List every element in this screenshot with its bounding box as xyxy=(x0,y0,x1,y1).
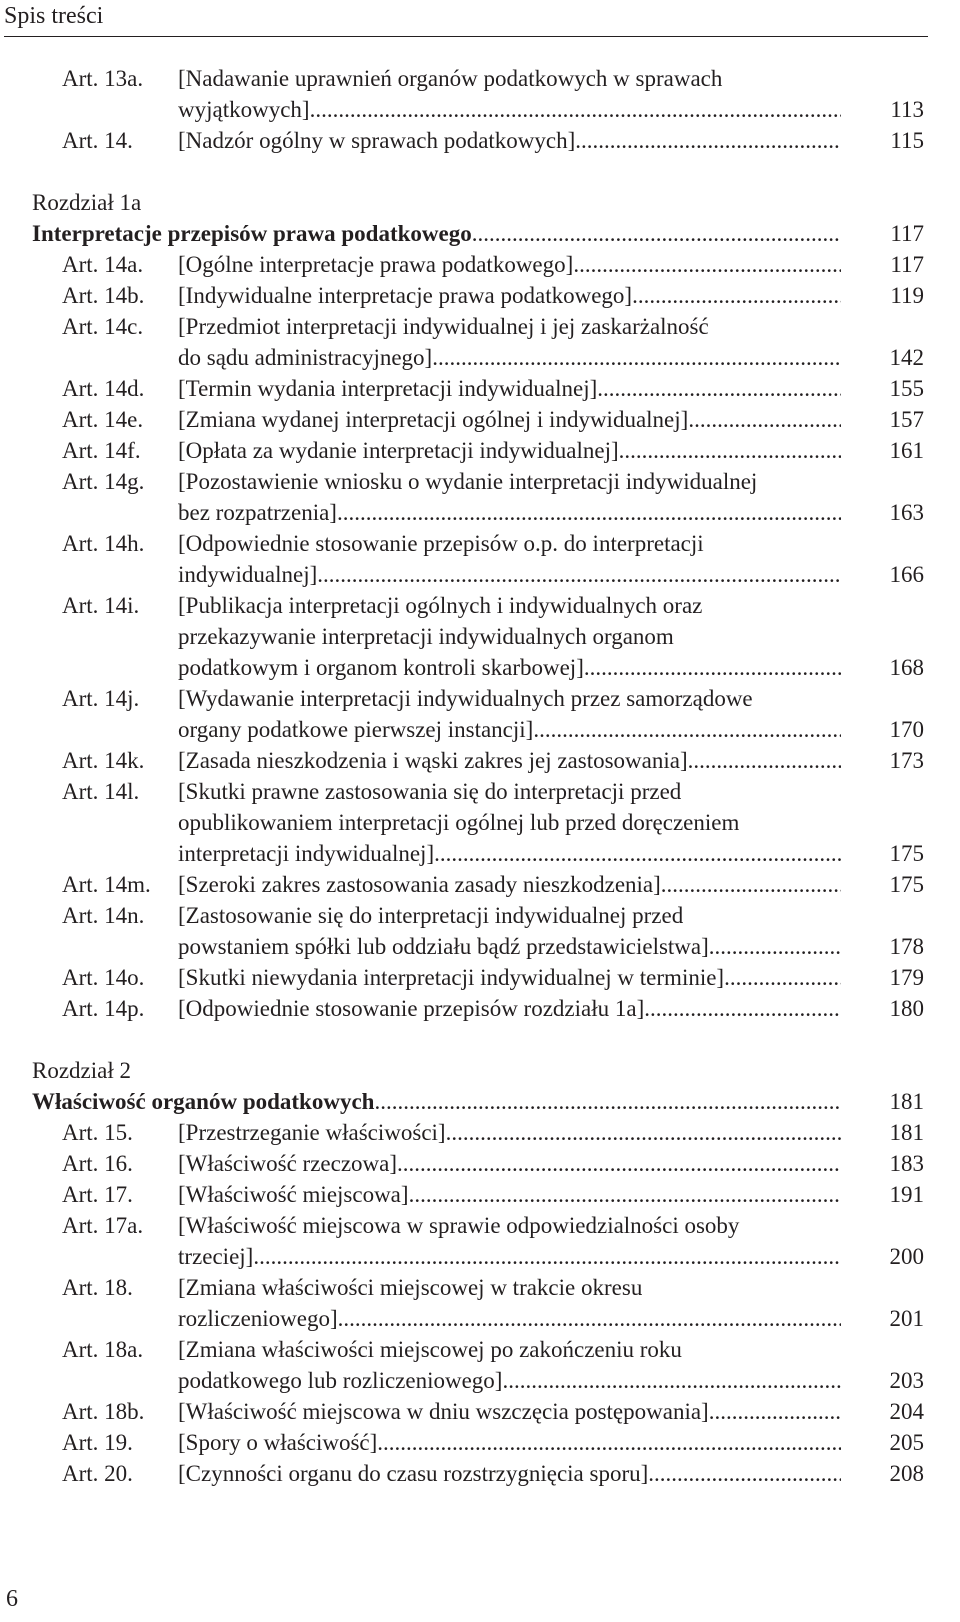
toc-entry xyxy=(0,1272,960,1303)
toc-entry xyxy=(0,869,960,900)
chapter-number: Rozdział 1a xyxy=(32,190,142,215)
article-number: Art. 13a. xyxy=(62,66,144,91)
entry-title: [Ogólne interpretacje prawa podatkowego] xyxy=(178,252,574,277)
running-header xyxy=(4,0,928,37)
entry-title-leader xyxy=(178,94,841,125)
toc-entry-continuation xyxy=(0,94,960,125)
entry-title: [Termin wydania interpretacji indywidualnej] xyxy=(178,376,598,401)
article-number: Art. 14m. xyxy=(62,872,151,897)
entry-title: bez rozpatrzenia] xyxy=(178,500,337,525)
entry-title: [Przedmiot interpretacji indywidualnej i jej zaskarżalność xyxy=(178,314,709,339)
entry-title: podatkowego lub rozliczeniowego] xyxy=(178,1368,503,1393)
entry-title: [Przestrzeganie właściwości] xyxy=(178,1120,446,1145)
entry-title-leader xyxy=(178,869,841,900)
entry-title-leader xyxy=(178,342,841,373)
toc-entry xyxy=(0,962,960,993)
entry-title-leader xyxy=(178,1427,841,1458)
entry-title: [Skutki prawne zastosowania się do interpretacji przed xyxy=(178,779,682,804)
entry-title-leader xyxy=(178,962,841,993)
article-number: Art. 14h. xyxy=(62,531,145,556)
page-reference: 157 xyxy=(889,407,924,432)
toc-entry xyxy=(0,1427,960,1458)
article-number: Art. 14c. xyxy=(62,314,144,339)
entry-title-leader xyxy=(178,1117,841,1148)
toc-entry xyxy=(0,1458,960,1489)
chapter-label xyxy=(0,1055,960,1086)
page-reference: 191 xyxy=(889,1182,924,1207)
entry-title: [Zasada nieszkodzenia i wąski zakres jej zastosowania] xyxy=(178,748,688,773)
article-number: Art. 14k. xyxy=(62,748,145,773)
toc-entry xyxy=(0,1396,960,1427)
page-number: 6 xyxy=(6,1586,18,1612)
entry-title-leader xyxy=(178,1396,841,1427)
entry-title: [Zmiana właściwości miejscowej w trakcie okresu xyxy=(178,1275,643,1300)
toc-entry xyxy=(0,311,960,342)
toc-entry xyxy=(0,900,960,931)
toc-entry xyxy=(0,280,960,311)
entry-title: [Zmiana właściwości miejscowej po zakończeniu roku xyxy=(178,1337,682,1362)
entry-title-leader xyxy=(178,1458,841,1489)
entry-title-leader xyxy=(178,993,841,1024)
entry-title: [Indywidualne interpretacje prawa podatkowego] xyxy=(178,283,633,308)
toc-entry xyxy=(0,404,960,435)
entry-title-leader xyxy=(178,373,841,404)
entry-title-leader xyxy=(178,652,841,683)
article-number: Art. 14p. xyxy=(62,996,145,1021)
entry-title: [Wydawanie interpretacji indywidualnych przez samorządowe xyxy=(178,686,753,711)
toc-entry-continuation xyxy=(0,1303,960,1334)
toc-entry xyxy=(0,466,960,497)
page-reference: 180 xyxy=(889,996,924,1021)
toc-entry-continuation xyxy=(0,652,960,683)
chapter-title-leader xyxy=(32,1086,841,1117)
entry-title: wyjątkowych] xyxy=(178,97,310,122)
entry-title: [Zmiana wydanej interpretacji ogólnej i indywidualnej] xyxy=(178,407,689,432)
page-reference: 175 xyxy=(889,872,924,897)
entry-title: [Publikacja interpretacji ogólnych i indywidualnych oraz xyxy=(178,593,703,618)
page-reference: 113 xyxy=(890,97,924,122)
page-reference: 181 xyxy=(889,1120,924,1145)
article-number: Art. 18. xyxy=(62,1275,133,1300)
page-reference: 175 xyxy=(889,841,924,866)
page-reference: 183 xyxy=(889,1151,924,1176)
entry-title: [Skutki niewydania interpretacji indywidualnej w terminie] xyxy=(178,965,725,990)
article-number: Art. 14g. xyxy=(62,469,145,494)
chapter-heading xyxy=(0,218,960,249)
toc-entry xyxy=(0,1179,960,1210)
toc-entry-continuation xyxy=(0,931,960,962)
article-number: Art. 20. xyxy=(62,1461,133,1486)
toc-entry xyxy=(0,1148,960,1179)
toc-entry-continuation xyxy=(0,838,960,869)
page-reference: 166 xyxy=(889,562,924,587)
entry-title-leader xyxy=(178,1365,841,1396)
entry-title: [Nadzór ogólny w sprawach podatkowych] xyxy=(178,128,576,153)
entry-title-leader xyxy=(178,559,841,590)
article-number: Art. 14d. xyxy=(62,376,145,401)
toc-entry xyxy=(0,745,960,776)
page-reference: 200 xyxy=(889,1244,924,1269)
entry-title: do sądu administracyjnego] xyxy=(178,345,433,370)
chapter-title: Interpretacje przepisów prawa podatkowego xyxy=(32,221,472,246)
toc-entry xyxy=(0,125,960,156)
toc-entry xyxy=(0,249,960,280)
entry-title: indywidualnej] xyxy=(178,562,318,587)
article-number: Art. 14n. xyxy=(62,903,145,928)
page-reference: 173 xyxy=(889,748,924,773)
article-number: Art. 14e. xyxy=(62,407,144,432)
entry-title: [Odpowiednie stosowanie przepisów rozdziału 1a] xyxy=(178,996,645,1021)
page-reference: 181 xyxy=(889,1089,924,1114)
chapter-title-leader xyxy=(32,218,841,249)
toc-entry xyxy=(0,373,960,404)
toc-entry xyxy=(0,1210,960,1241)
entry-title: [Szeroki zakres zastosowania zasady nieszkodzenia] xyxy=(178,872,661,897)
toc-entry-continuation xyxy=(0,807,960,838)
entry-title-leader xyxy=(178,1148,841,1179)
entry-title: [Właściwość miejscowa] xyxy=(178,1182,409,1207)
entry-title: [Właściwość miejscowa w sprawie odpowiedzialności osoby xyxy=(178,1213,740,1238)
entry-title: podatkowym i organom kontroli skarbowej] xyxy=(178,655,584,680)
entry-title: interpretacji indywidualnej] xyxy=(178,841,435,866)
toc-entry xyxy=(0,63,960,94)
toc-entry xyxy=(0,590,960,621)
page-reference: 163 xyxy=(889,500,924,525)
entry-title: rozliczeniowego] xyxy=(178,1306,338,1331)
entry-title-leader xyxy=(178,745,841,776)
chapter-heading xyxy=(0,1086,960,1117)
page-reference: 204 xyxy=(889,1399,924,1424)
chapter-number: Rozdział 2 xyxy=(32,1058,131,1083)
entry-title-leader xyxy=(178,1179,841,1210)
article-number: Art. 18a. xyxy=(62,1337,144,1362)
entry-title: trzeciej] xyxy=(178,1244,254,1269)
toc-entry xyxy=(0,683,960,714)
entry-title-leader xyxy=(178,404,841,435)
entry-title: [Pozostawienie wniosku o wydanie interpretacji indywidualnej xyxy=(178,469,758,494)
page-reference: 201 xyxy=(889,1306,924,1331)
toc-entry xyxy=(0,1334,960,1365)
article-number: Art. 14a. xyxy=(62,252,144,277)
chapter-label xyxy=(0,187,960,218)
page-reference: 205 xyxy=(889,1430,924,1455)
article-number: Art. 14j. xyxy=(62,686,140,711)
entry-title-leader xyxy=(178,931,841,962)
toc-entry xyxy=(0,776,960,807)
toc-entry-continuation xyxy=(0,1241,960,1272)
article-number: Art. 14f. xyxy=(62,438,141,463)
page-reference: 178 xyxy=(889,934,924,959)
toc-entry xyxy=(0,993,960,1024)
entry-title-leader xyxy=(178,714,841,745)
entry-title: organy podatkowe pierwszej instancji] xyxy=(178,717,534,742)
entry-title: [Spory o właściwość] xyxy=(178,1430,378,1455)
entry-title-leader xyxy=(178,1303,841,1334)
toc-entry xyxy=(0,528,960,559)
article-number: Art. 17. xyxy=(62,1182,133,1207)
entry-title: przekazywanie interpretacji indywidualnych organom xyxy=(178,624,674,649)
toc-entry-continuation xyxy=(0,1365,960,1396)
toc-entry xyxy=(0,435,960,466)
page-reference: 117 xyxy=(890,252,924,277)
entry-title: [Czynności organu do czasu rozstrzygnięcia sporu] xyxy=(178,1461,649,1486)
entry-title: [Odpowiednie stosowanie przepisów o.p. do interpretacji xyxy=(178,531,704,556)
toc-entry xyxy=(0,1117,960,1148)
entry-title-leader xyxy=(178,838,841,869)
page-reference: 119 xyxy=(890,283,924,308)
entry-title: [Opłata za wydanie interpretacji indywidualnej] xyxy=(178,438,619,463)
article-number: Art. 15. xyxy=(62,1120,133,1145)
entry-title-leader xyxy=(178,280,841,311)
page-reference: 161 xyxy=(889,438,924,463)
page-reference: 115 xyxy=(890,128,924,153)
toc-entry-continuation xyxy=(0,714,960,745)
entry-title: [Zastosowanie się do interpretacji indywidualnej przed xyxy=(178,903,684,928)
entry-title: opublikowaniem interpretacji ogólnej lub przed doręczeniem xyxy=(178,810,740,835)
chapter-title: Właściwość organów podatkowych xyxy=(32,1089,375,1114)
article-number: Art. 17a. xyxy=(62,1213,144,1238)
page-reference: 170 xyxy=(889,717,924,742)
page-reference: 117 xyxy=(890,221,924,246)
page-reference: 142 xyxy=(889,345,924,370)
toc-entry-continuation xyxy=(0,621,960,652)
toc-entry-continuation xyxy=(0,497,960,528)
page-reference: 203 xyxy=(889,1368,924,1393)
toc-entry-continuation xyxy=(0,342,960,373)
entry-title: [Właściwość rzeczowa] xyxy=(178,1151,398,1176)
entry-title-leader xyxy=(178,1241,841,1272)
page-reference: 168 xyxy=(889,655,924,680)
article-number: Art. 14o. xyxy=(62,965,145,990)
page-reference: 208 xyxy=(889,1461,924,1486)
entry-title: powstaniem spółki lub oddziału bądź przedstawicielstwa] xyxy=(178,934,709,959)
article-number: Art. 14. xyxy=(62,128,133,153)
entry-title-leader xyxy=(178,497,841,528)
article-number: Art. 14l. xyxy=(62,779,140,804)
page-reference: 179 xyxy=(889,965,924,990)
entry-title-leader xyxy=(178,435,841,466)
running-header-title: Spis treści xyxy=(4,3,104,29)
entry-title: [Nadawanie uprawnień organów podatkowych w sprawach xyxy=(178,66,723,91)
article-number: Art. 14b. xyxy=(62,283,145,308)
article-number: Art. 14i. xyxy=(62,593,140,618)
entry-title-leader xyxy=(178,249,841,280)
entry-title-leader xyxy=(178,125,841,156)
entry-title: [Właściwość miejscowa w dniu wszczęcia postępowania] xyxy=(178,1399,709,1424)
article-number: Art. 16. xyxy=(62,1151,133,1176)
page-reference: 155 xyxy=(889,376,924,401)
article-number: Art. 19. xyxy=(62,1430,133,1455)
toc-entry-continuation xyxy=(0,559,960,590)
article-number: Art. 18b. xyxy=(62,1399,145,1424)
